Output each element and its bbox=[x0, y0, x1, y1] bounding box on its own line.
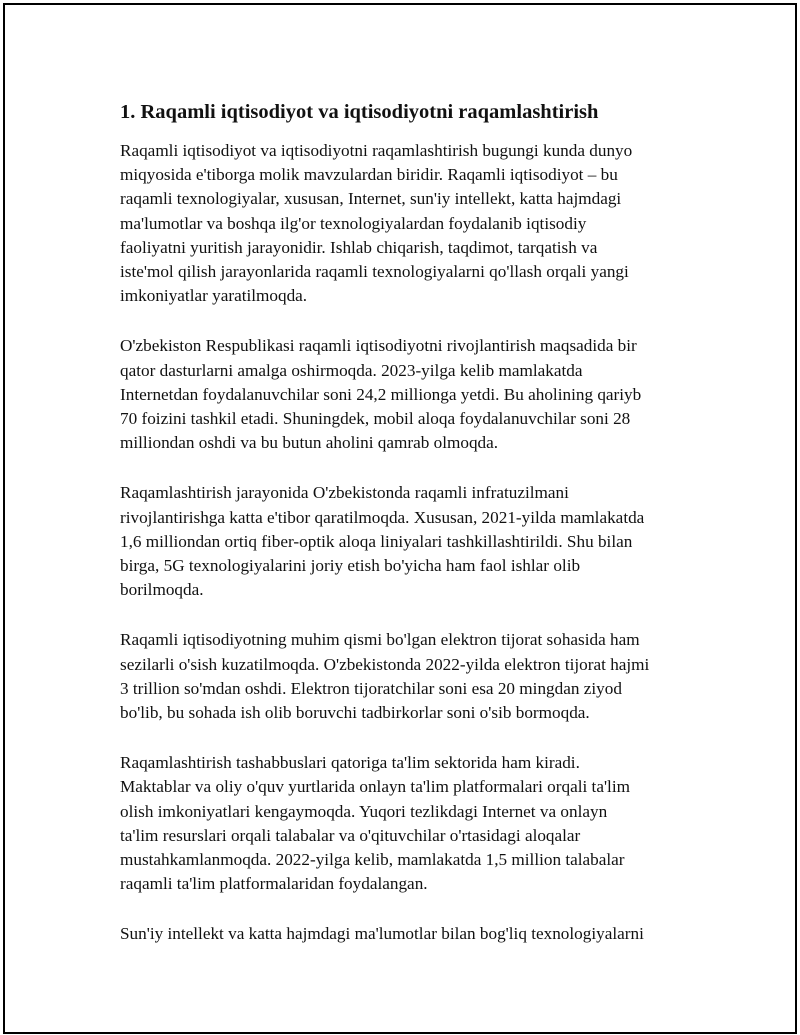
paragraph-digital-economy-definition: Raqamli iqtisodiyot va iqtisodiyotni raqamlashtirish bugungi kunda dunyo miqyosida e'tiborga molik mavzulardan biridir. Raqamli iqtisodiyot – bu raqamli texnologiyalar, xususan, Internet, sun'iy intellekt, katta hajmdagi ma'lumotlar va boshqa ilg'or texnologiyalardan foydalanib iqtisodiy faoliyatni yuritish jarayonidir. Ishlab chiqarish, taqdimot, tarqatish va iste'mol qilish jarayonlarida raqamli texnologiyalarni qo'llash orqali yangi imkoniyatlar yaratilmoqda. bbox=[120, 141, 633, 306]
paragraph-digital-infrastructure: Raqamlashtirish jarayonida O'zbekistonda raqamli infratuzilmani rivojlantirishga katta e'tibor qaratilmoqda. Xususan, 2021-yilda mamlakatda 1,6 milliondan ortiq fiber-optik aloqa liniyalari tashkillashtirildi. Shu bilan birga, 5G texnologiyalarini joriy etish bo'yicha ham faol ishlar olib borilmoqda. bbox=[120, 483, 645, 600]
paragraph-education-digitalization: Raqamlashtirish tashabbuslari qatoriga ta'lim sektorida ham kiradi. Maktablar va oliy o'quv yurtlarida onlayn ta'lim platformalari orqali ta'lim olish imkoniyatlari kengaymoqda. Yuqori tezlikdagi Internet va onlayn ta'lim resurslari orqali talabalar va o'qituvchilar o'rtasidagi aloqalar mustahkamlanmoqda. 2022-yilga kelib, mamlakatda 1,5 million talabalar raqamli ta'lim platformalaridan foydalangan. bbox=[120, 753, 630, 894]
paragraph-e-commerce: Raqamli iqtisodiyotning muhim qismi bo'lgan elektron tijorat sohasida ham sezilarli o'sish kuzatilmoqda. O'zbekistonda 2022-yilda elektron tijorat hajmi 3 trillion so'mdan oshdi. Elektron tijoratchilar soni esa 20 mingdan ziyod bo'lib, bu sohada ish olib boruvchi tadbirkorlar soni o'sib bormoqda. bbox=[120, 630, 650, 723]
page-frame bbox=[3, 3, 797, 1034]
document-body bbox=[120, 98, 695, 973]
paragraph-uzbekistan-internet-users: O'zbekiston Respublikasi raqamli iqtisodiyotni rivojlantirish maqsadida bir qator dasturlarni amalga oshirmoqda. 2023-yilga kelib mamlakatda Internetdan foydalanuvchilar soni 24,2 millionga yetdi. Bu aholining qariyb 70 foizini tashkil etadi. Shuningdek, mobil aloqa foydalanuvchilar soni 28 milliondan oshdi va bu butun aholini qamrab olmoqda. bbox=[120, 336, 642, 453]
document-title: 1. Raqamli iqtisodiyot va iqtisodiyotni raqamlashtirish bbox=[120, 101, 599, 123]
paragraph-ai-big-data: Sun'iy intellekt va katta hajmdagi ma'lumotlar bilan bog'liq texnologiyalarni bbox=[120, 924, 644, 944]
